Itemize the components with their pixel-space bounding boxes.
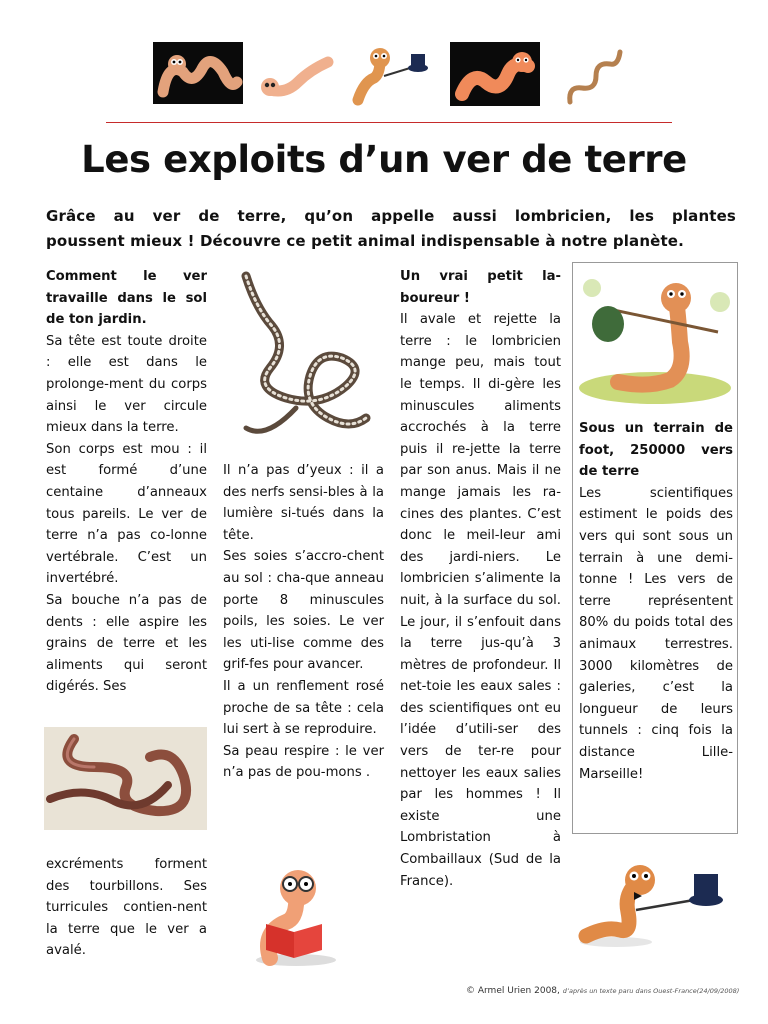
paragraph: Les scientifiques estiment le poids des vers qui sont sous un terrain à une demi-tonne ! Les vers de terre représentent 80% du poids total des animaux terrestres. 3000 kilomètres de galeries, c’est la longueur de leurs tunnels : cinq fois la distance Lille-Marseille!	[579, 485, 733, 782]
worm-engraving-illustration	[226, 268, 374, 450]
worm-magician-icon	[344, 42, 434, 108]
paragraph: excréments forment des tourbillons. Ses turricules contien-nent la terre que le ver a avalé.	[46, 857, 207, 959]
header-image-strip	[150, 42, 550, 108]
paragraph: Son corps est mou : il est formé d’une centaine d’anneaux tous pareils. Le ver de terre n’a pas co-lonne vertébrale. C’est un invertébré.	[46, 441, 207, 587]
intro-line: Grâce au ver de terre, qu’on appelle aussi lombricien, les plantes	[46, 207, 736, 225]
worm-cartoon-dark-icon	[153, 42, 243, 104]
column-3	[400, 266, 561, 892]
paragraph: Ses soies s’accro-chent au sol : cha-que anneau porte 8 minuscules poils, les soies. Le ver les uti-lise comme des grif-fes pour avancer.	[223, 549, 384, 673]
worm-sketch-icon	[560, 42, 630, 108]
intro-paragraph	[46, 204, 736, 254]
title-rule	[106, 122, 672, 123]
worm-cartoon-dark-icon	[450, 42, 540, 106]
paragraph: Il a un renflement rosé proche de sa tête : cela lui sert à se reproduire.	[223, 678, 384, 738]
paragraph: Sa peau respire : le ver n’a pas de pou-mons .	[223, 743, 384, 781]
section-heading: Un vrai petit la-boureur !	[400, 269, 561, 306]
page-title: Les exploits d’un ver de terre	[81, 138, 687, 181]
paragraph: Il avale et rejette la terre : le lombricien mange peu, mais tout le temps. Il di-gère les minuscules aliments accrochés à la terre puis il re-jette la terre par son anus. Mais il ne mange jamais les ra-cines des plantes. C’est donc le meil-leur ami des jardi-niers. Le lombricien s’alimente la nuit, à la surface du sol. Le jour, il s’enfouit dans la terre jus-qu’à 3 mètres de profondeur. Il net-toie les eaux sales : des scientifiques ont eu l’idée d’utili-ser des vers de ter-re pour nettoyer les eaux salies par les hommes ! Il existe une Lombristation à Combaillaux (Sud de la France).	[400, 312, 561, 889]
column-1	[46, 266, 207, 698]
footer-source: d’après un texte paru dans Ouest-France(24/09/2008)	[562, 987, 740, 995]
intro-line: poussent mieux ! Découvre ce petit animal indispensable à notre planète.	[46, 232, 684, 250]
copyright-footer	[466, 986, 739, 996]
column-1-continued	[46, 854, 207, 962]
paragraph: Sa tête est toute droite : elle est dans le prolonge-ment du corps ainsi le ver circule mieux dans la terre.	[46, 333, 207, 436]
column-4	[579, 418, 733, 785]
earthworm-photo	[44, 727, 207, 830]
worm-traveller-illustration	[578, 272, 732, 404]
section-heading: Sous un terrain de foot, 250000 vers de terre	[579, 421, 733, 480]
footer-credit: © Armel Urien 2008,	[466, 986, 560, 996]
section-heading: Comment le ver travaille dans le sol de ton jardin.	[46, 269, 207, 328]
worm-magician-illustration	[576, 860, 728, 950]
worm-cartoon-pink-icon	[258, 42, 336, 104]
worm-reading-book-illustration	[246, 862, 346, 968]
paragraph: Il n’a pas d’yeux : il a des nerfs sensi-bles à la lumière si-tués dans la tête.	[223, 463, 384, 543]
paragraph: Sa bouche n’a pas de dents : elle aspire les grains de terre et les aliments qui seront digérés. Ses	[46, 592, 207, 695]
column-2	[223, 460, 384, 784]
